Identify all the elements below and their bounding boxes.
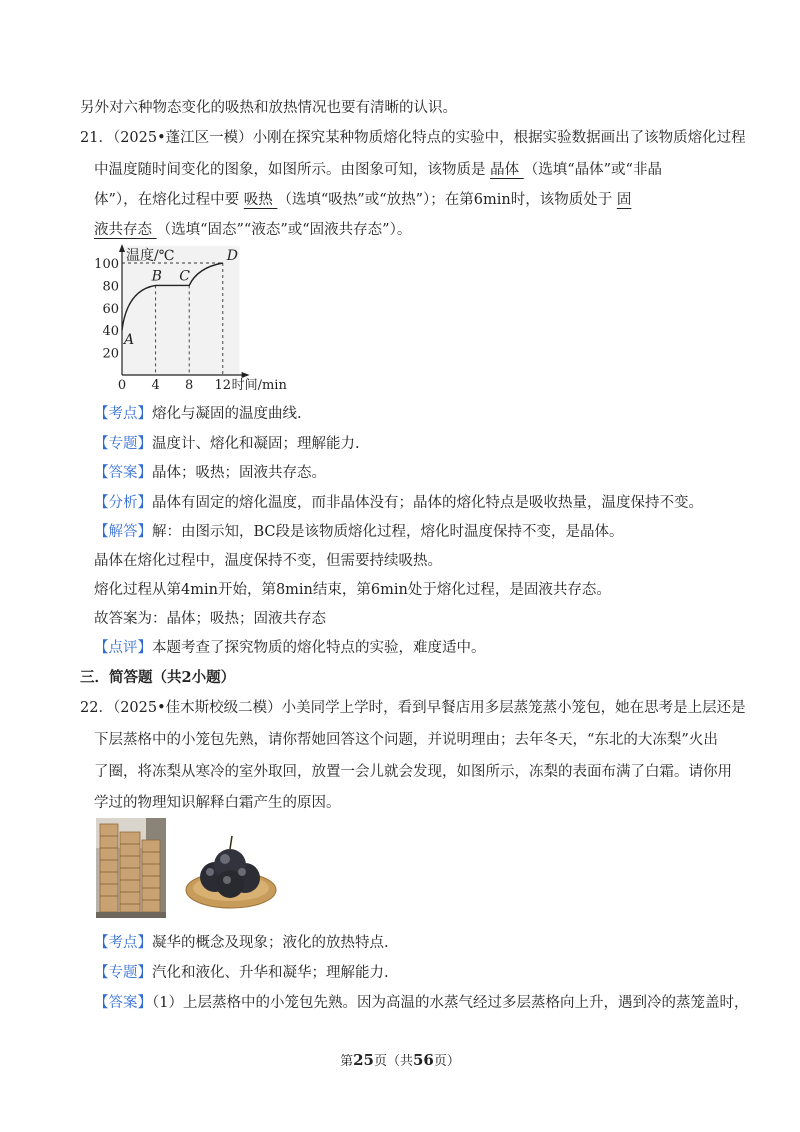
q21-dianping: 【点评】本题考查了探究物质的熔化特点的实验，难度适中。 (94, 640, 486, 656)
y-tick-label: 20 (102, 346, 119, 362)
x-tick-label: 12 (214, 378, 232, 390)
point-label-D: D (226, 248, 239, 264)
q21-line4: 液共存态 （选填“固态”“液态”或“固液共存态”）。 (94, 222, 412, 238)
q22-line3: 了圈，将冻梨从寒冷的室外取回，放置一会儿就会发现，如图所示，冻梨的表面布满了白霜。请你用 (94, 764, 732, 780)
intro-line: 另外对六种物态变化的吸热和放热情况也要有清晰的认识。 (80, 100, 457, 116)
q21-jieda-3: 熔化过程从第4min开始，第8min结束，第6min处于熔化过程，是固液共存态。 (94, 582, 611, 598)
y-tick-label: 100 (94, 257, 119, 272)
y-tick-label: 80 (102, 279, 119, 295)
point-label-A: A (124, 332, 135, 349)
q21-daan: 【答案】晶体；吸热；固液共存态。 (94, 465, 326, 481)
page-footer: 第25页（共56页） (340, 1051, 460, 1069)
point-label-C: C (179, 268, 190, 285)
blank-answer-3b: 液共存态 (94, 222, 157, 238)
y-tick-label: 40 (102, 324, 119, 340)
point-label-B: B (151, 268, 162, 285)
blank-answer-2: 吸热 (243, 192, 278, 208)
q21-kaodian: 【考点】熔化与凝固的温度曲线. (94, 406, 302, 422)
melting-curve-chart (90, 240, 305, 390)
q22-line4: 学过的物理知识解释白霜产生的原因。 (94, 795, 341, 811)
q21-line1: 21．（2025•蓬江区一模）小刚在探究某种物质熔化特点的实验中，根据实验数据画出了该物质熔化过程 (80, 130, 746, 146)
y-tick-label: 60 (102, 301, 119, 317)
section-heading: 三．简答题（共2小题） (80, 669, 236, 686)
x-axis-label: 时间/min (231, 378, 287, 390)
blank-answer-3a: 固 (616, 192, 632, 208)
q21-jieda: 【解答】解：由图示知，BC段是该物质熔化过程，熔化时温度保持不变，是晶体。 (94, 524, 624, 540)
q21-jieda-4: 故答案为：晶体；吸热；固液共存态 (94, 611, 326, 627)
q22-kaodian: 【考点】凝华的概念及现象；液化的放热特点. (94, 935, 389, 951)
q21-jieda-2: 晶体在熔化过程中，温度保持不变，但需要持续吸热。 (94, 553, 442, 569)
chart-plot-area (122, 246, 240, 375)
q22-line1: 22．（2025•佳木斯校级二模）小美同学上学时，看到早餐店用多层蒸笼蒸小笼包，她在思考是上层还是 (80, 700, 746, 716)
q22-line2: 下层蒸格中的小笼包先熟，请你帮她回答这个问题，并说明理由；去年冬天，“东北的大冻梨”火出 (94, 732, 718, 748)
blank-answer-1: 晶体 (490, 162, 524, 178)
q22-daan: 【答案】（1）上层蒸格中的小笼包先熟。因为高温的水蒸气经过多层蒸格向上升，遇到冷的蒸笼盖时， (94, 995, 749, 1011)
steamer-stack-photo (96, 818, 166, 918)
q21-zhuanti: 【专题】温度计、熔化和凝固；理解能力. (94, 436, 360, 452)
q21-line3: 体”），在熔化过程中要 吸热 （选填“吸热”或“放热”）；在第6min时，该物质处于 固 (94, 192, 632, 208)
q22-zhuanti: 【专题】汽化和液化、升华和凝华；理解能力. (94, 965, 389, 981)
q21-line2: 中温度随时间变化的图象，如图所示。由图象可知，该物质是 晶体 （选填“晶体”或“非晶 (94, 162, 662, 178)
x-tick-label: 8 (185, 378, 194, 390)
x-tick-label: 4 (151, 378, 160, 390)
q21-fenxi: 【分析】晶体有固定的熔化温度，而非晶体没有；晶体的熔化特点是吸收热量，温度保持不变。 (94, 495, 703, 511)
frozen-pear-photo (185, 832, 277, 910)
x-tick-label: 0 (117, 378, 127, 390)
y-axis-label: 温度/℃ (126, 248, 175, 264)
